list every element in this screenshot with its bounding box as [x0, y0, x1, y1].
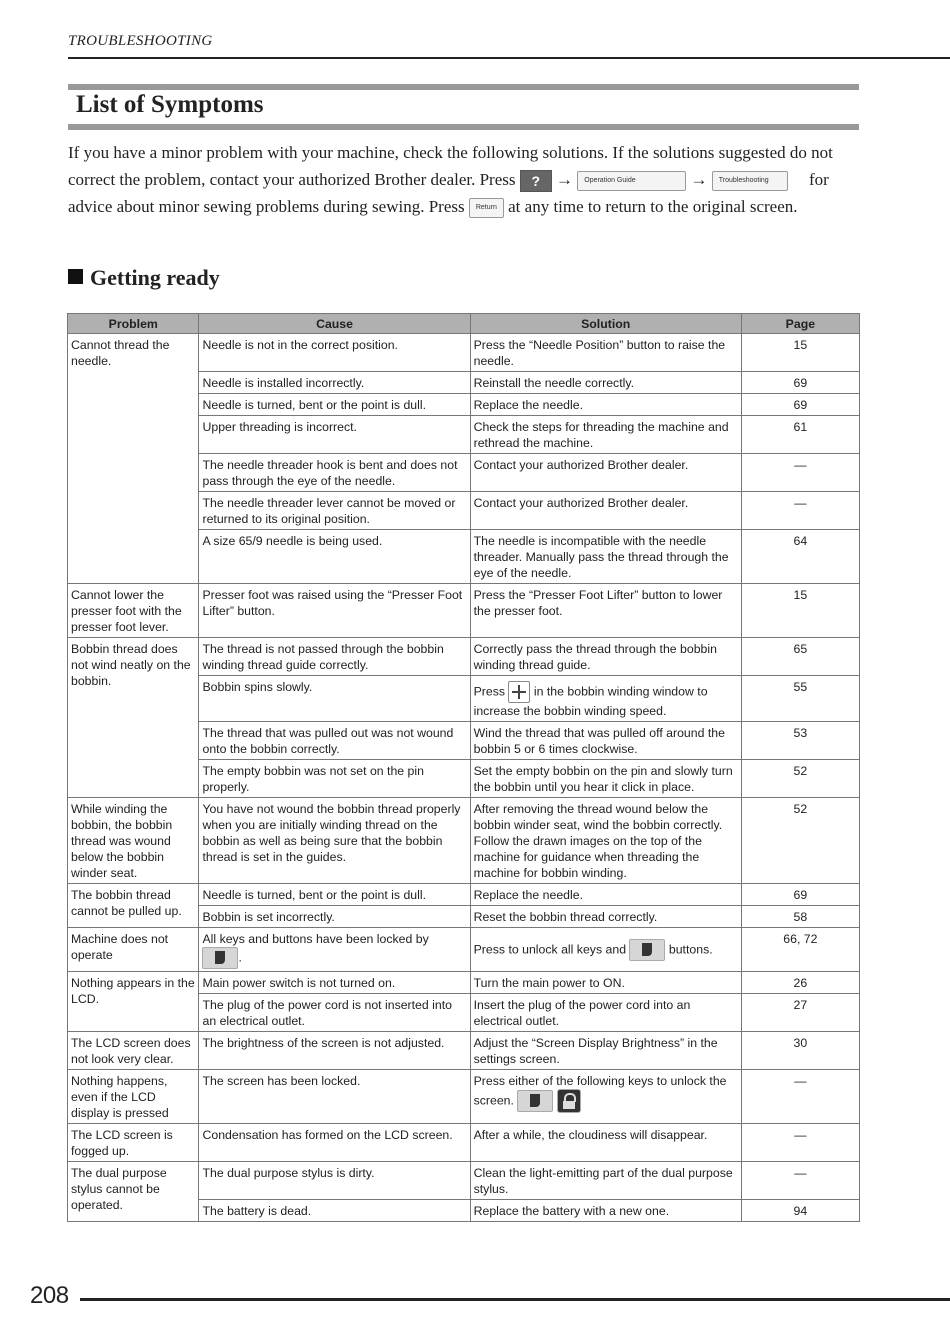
- cause-cell: The dual purpose stylus is dirty.: [199, 1162, 470, 1200]
- header-solution: Solution: [470, 314, 741, 334]
- problem-cell: The dual purpose stylus cannot be operated.: [68, 1162, 199, 1222]
- table-row: [68, 584, 860, 638]
- page-cell: 55: [741, 676, 859, 722]
- symptoms-table: [67, 313, 860, 1222]
- table-row: [68, 1032, 860, 1070]
- cause-text-end: .: [238, 950, 242, 965]
- page-cell: 15: [741, 584, 859, 638]
- header-page: Page: [741, 314, 859, 334]
- page-cell: —: [741, 1070, 859, 1124]
- solution-cell: Replace the needle.: [470, 394, 741, 416]
- arrow-1: →: [556, 170, 573, 189]
- solution-cell: Press the “Needle Position” button to raise the needle.: [470, 334, 741, 372]
- cause-cell: Condensation has formed on the LCD screen.: [199, 1124, 470, 1162]
- page-cell: 69: [741, 372, 859, 394]
- table-row: [68, 1124, 860, 1162]
- intro-text-2: for advice about minor sewing problems during sewing. Press: [68, 170, 829, 216]
- title-bar-top: [68, 84, 859, 90]
- cause-text: All keys and buttons have been locked by: [202, 932, 429, 946]
- cause-cell: The needle threader lever cannot be moved or returned to its original position.: [199, 492, 470, 530]
- cause-cell: Presser foot was raised using the “Presser Foot Lifter” button.: [199, 584, 470, 638]
- problem-cell: Machine does not operate: [68, 928, 199, 972]
- header-cause: Cause: [199, 314, 470, 334]
- operation-guide-key: Operation Guide: [577, 171, 686, 191]
- solution-cell: Contact your authorized Brother dealer.: [470, 454, 741, 492]
- cause-cell: Needle is installed incorrectly.: [199, 372, 470, 394]
- table-row: [68, 884, 860, 906]
- solution-cell: [470, 928, 741, 972]
- intro-text-1: If you have a minor problem with your machine, check the following solutions. If the solutions suggested do not correct the problem, contact your authorized Brother dealer. Press: [68, 143, 833, 189]
- cause-cell: Needle is turned, bent or the point is dull.: [199, 884, 470, 906]
- solution-cell: Check the steps for threading the machine and rethread the machine.: [470, 416, 741, 454]
- cause-cell: Upper threading is incorrect.: [199, 416, 470, 454]
- problem-cell: Cannot thread the needle.: [68, 334, 199, 584]
- table-row: [68, 972, 860, 994]
- page-cell: 69: [741, 884, 859, 906]
- table-header-row: [68, 314, 860, 334]
- solution-cell: Clean the light-emitting part of the dual purpose stylus.: [470, 1162, 741, 1200]
- page-cell: 15: [741, 334, 859, 372]
- intro-text-3: at any time to return to the original screen.: [508, 197, 798, 216]
- page-cell: —: [741, 454, 859, 492]
- page-title: List of Symptoms: [76, 91, 264, 118]
- cause-cell: Bobbin spins slowly.: [199, 676, 470, 722]
- page-cell: 26: [741, 972, 859, 994]
- problem-cell: The LCD screen is fogged up.: [68, 1124, 199, 1162]
- cause-cell: Needle is not in the correct position.: [199, 334, 470, 372]
- problem-cell: The bobbin thread cannot be pulled up.: [68, 884, 199, 928]
- page-cell: 53: [741, 722, 859, 760]
- solution-text: Press either of the following keys to unlock the screen.: [473, 1074, 727, 1108]
- page-cell: 27: [741, 994, 859, 1032]
- cause-cell: A size 65/9 needle is being used.: [199, 530, 470, 584]
- solution-cell: Press the “Presser Foot Lifter” button to lower the presser foot.: [470, 584, 741, 638]
- page-cell: 58: [741, 906, 859, 928]
- page-cell: 52: [741, 798, 859, 884]
- cause-cell: [199, 928, 470, 972]
- solution-cell: Wind the thread that was pulled off around the bobbin 5 or 6 times clockwise.: [470, 722, 741, 760]
- solution-cell: Contact your authorized Brother dealer.: [470, 492, 741, 530]
- running-header: TROUBLESHOOTING: [68, 33, 213, 49]
- solution-cell: Replace the needle.: [470, 884, 741, 906]
- square-bullet-icon: [68, 269, 83, 284]
- page-cell: 69: [741, 394, 859, 416]
- intro-paragraph: [68, 139, 860, 220]
- solution-cell: Insert the plug of the power cord into an electrical outlet.: [470, 994, 741, 1032]
- solution-text-a: Press: [473, 684, 506, 699]
- page-cell: 52: [741, 760, 859, 798]
- arrow-2: →: [690, 170, 708, 189]
- cause-cell: Bobbin is set incorrectly.: [199, 906, 470, 928]
- cause-cell: The thread that was pulled out was not wound onto the bobbin correctly.: [199, 722, 470, 760]
- problem-cell: Nothing happens, even if the LCD display is pressed: [68, 1070, 199, 1124]
- page-cell: 61: [741, 416, 859, 454]
- problem-cell: Nothing appears in the LCD.: [68, 972, 199, 1032]
- cause-cell: The plug of the power cord is not inserted into an electrical outlet.: [199, 994, 470, 1032]
- solution-cell: Replace the battery with a new one.: [470, 1200, 741, 1222]
- solution-cell: [470, 676, 741, 722]
- cause-cell: Needle is turned, bent or the point is dull.: [199, 394, 470, 416]
- cause-cell: The battery is dead.: [199, 1200, 470, 1222]
- problem-cell: While winding the bobbin, the bobbin thread was wound below the bobbin winder seat.: [68, 798, 199, 884]
- cause-cell: Main power switch is not turned on.: [199, 972, 470, 994]
- page-number: 208: [30, 1282, 69, 1309]
- page-cell: —: [741, 492, 859, 530]
- table-row: [68, 1070, 860, 1124]
- section-heading: [68, 265, 220, 291]
- solution-cell: Set the empty bobbin on the pin and slowly turn the bobbin until you hear it click in place.: [470, 760, 741, 798]
- presser-foot-lock-icon: [629, 939, 665, 961]
- header-rule: [68, 57, 950, 59]
- table-row: [68, 334, 860, 372]
- plus-icon: [508, 681, 530, 703]
- table-row: [68, 798, 860, 884]
- solution-text-b: buttons.: [668, 942, 713, 957]
- solution-cell: After removing the thread wound below the bobbin winder seat, wind the bobbin correctly. Follow the drawn images on the top of the machine for guidance when threading the machine for bobbin winding.: [470, 798, 741, 884]
- cause-cell: The needle threader hook is bent and does not pass through the eye of the needle.: [199, 454, 470, 492]
- solution-text-a: Press to unlock all keys and: [473, 942, 627, 957]
- presser-foot-lock-icon: [517, 1090, 553, 1112]
- cause-cell: You have not wound the bobbin thread properly when you are initially winding thread on the bobbin as well as being sure that the bobbin thread is set in the guides.: [199, 798, 470, 884]
- lock-icon: [557, 1089, 581, 1113]
- title-band: [68, 84, 859, 130]
- solution-cell: Adjust the “Screen Display Brightness” in the settings screen.: [470, 1032, 741, 1070]
- cause-cell: The empty bobbin was not set on the pin properly.: [199, 760, 470, 798]
- page-cell: 65: [741, 638, 859, 676]
- table-row: [68, 1162, 860, 1200]
- solution-cell: Reinstall the needle correctly.: [470, 372, 741, 394]
- solution-cell: Correctly pass the thread through the bobbin winding thread guide.: [470, 638, 741, 676]
- footer-rule: [80, 1298, 950, 1301]
- problem-cell: Bobbin thread does not wind neatly on the bobbin.: [68, 638, 199, 798]
- title-bar-bottom: [68, 124, 859, 130]
- cause-cell: The thread is not passed through the bobbin winding thread guide correctly.: [199, 638, 470, 676]
- section-title: Getting ready: [90, 265, 220, 290]
- page-cell: 94: [741, 1200, 859, 1222]
- troubleshooting-key: Troubleshooting: [712, 171, 788, 191]
- help-key-icon: ?: [520, 170, 552, 192]
- cause-cell: The screen has been locked.: [199, 1070, 470, 1124]
- page-cell: 30: [741, 1032, 859, 1070]
- solution-text-b: in the bobbin winding window to increase the bobbin winding speed.: [473, 684, 708, 718]
- solution-cell: Turn the main power to ON.: [470, 972, 741, 994]
- return-key: Return: [469, 198, 504, 218]
- cause-cell: The brightness of the screen is not adjusted.: [199, 1032, 470, 1070]
- solution-cell: After a while, the cloudiness will disappear.: [470, 1124, 741, 1162]
- page-cell: 66, 72: [741, 928, 859, 972]
- solution-cell: [470, 1070, 741, 1124]
- presser-foot-lock-icon: [202, 947, 238, 969]
- header-problem: Problem: [68, 314, 199, 334]
- page-cell: —: [741, 1162, 859, 1200]
- table-row: [68, 928, 860, 972]
- page-cell: 64: [741, 530, 859, 584]
- solution-cell: The needle is incompatible with the needle threader. Manually pass the thread through the eye of the needle.: [470, 530, 741, 584]
- page-cell: —: [741, 1124, 859, 1162]
- problem-cell: The LCD screen does not look very clear.: [68, 1032, 199, 1070]
- solution-cell: Reset the bobbin thread correctly.: [470, 906, 741, 928]
- table-row: [68, 638, 860, 676]
- problem-cell: Cannot lower the presser foot with the presser foot lever.: [68, 584, 199, 638]
